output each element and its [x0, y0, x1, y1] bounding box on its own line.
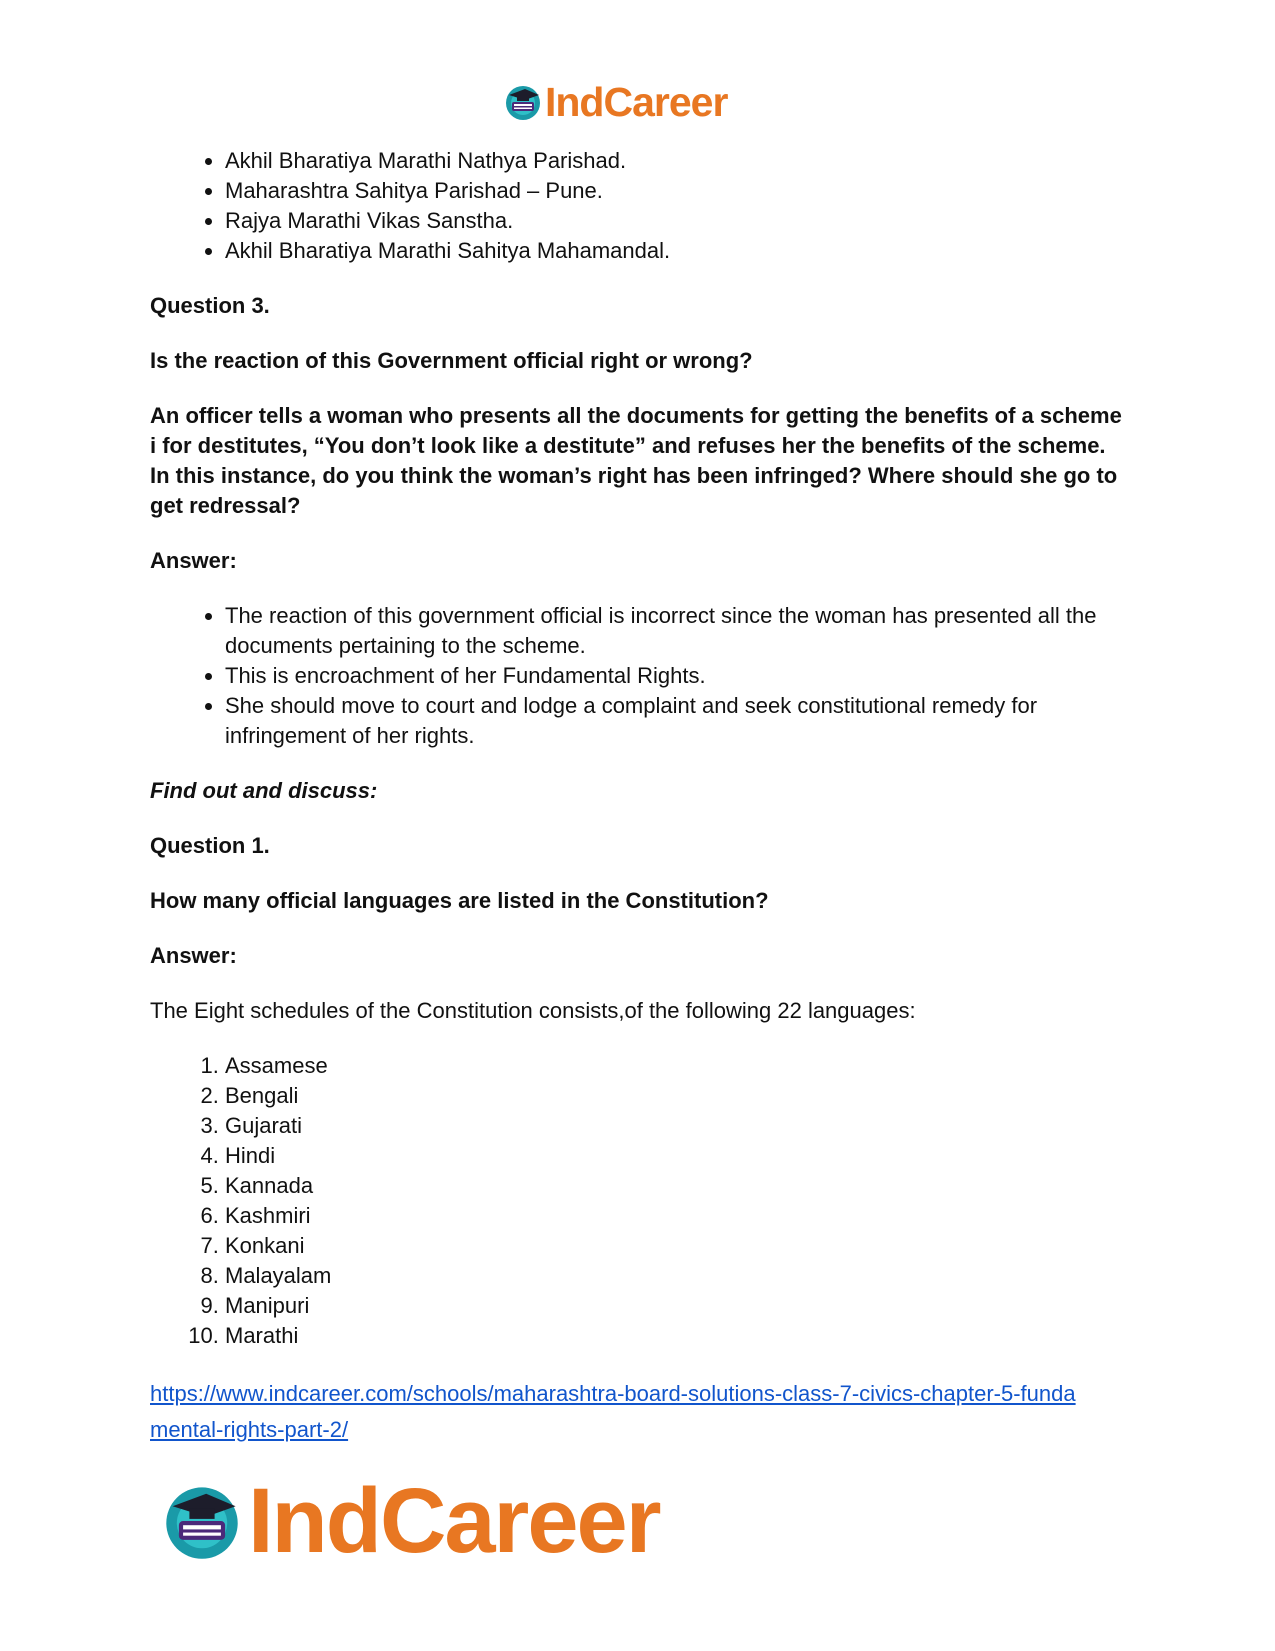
list-item: • This is encroachment of her Fundamental Rights. — [225, 661, 1130, 691]
answer-label: Answer: — [150, 548, 237, 573]
list-item: • Maharashtra Sahitya Parishad – Pune. — [225, 176, 1130, 206]
list-item: • Akhil Bharatiya Marathi Sahitya Mahamandal. — [225, 236, 1130, 266]
list-item: 5. Kannada — [225, 1171, 1130, 1201]
list-item: 8. Malayalam — [225, 1261, 1130, 1291]
question-1-heading: Question 1. — [150, 833, 270, 858]
question-3-answers — [150, 601, 1130, 751]
list-item: 6. Kashmiri — [225, 1201, 1130, 1231]
source-link-line-2: mental-rights-part-2/ — [150, 1417, 349, 1442]
list-item: 10. Marathi — [225, 1321, 1130, 1351]
graduation-cap-book-globe-icon — [503, 82, 543, 122]
footer-logo — [160, 1470, 660, 1572]
source-link[interactable] — [150, 1376, 1130, 1448]
document-body — [150, 146, 1130, 1448]
list-item: • Rajya Marathi Vikas Sanstha. — [225, 206, 1130, 236]
list-item: 4. Hindi — [225, 1141, 1130, 1171]
list-item: 9. Manipuri — [225, 1291, 1130, 1321]
organizations-list — [150, 146, 1130, 266]
question-3-body: An officer tells a woman who presents all the documents for getting the benefits of a scheme i for destitutes, “You don’t look like a destitute” and refuses her the benefits of the scheme. In this instance, do you think the woman’s right has been infringed? Where should she go to get redressal? — [150, 403, 1122, 518]
list-item: • She should move to court and lodge a complaint and seek constitutional remedy for infringement of her rights. — [225, 691, 1130, 751]
list-item: 7. Konkani — [225, 1231, 1130, 1261]
question-3-title: Is the reaction of this Government official right or wrong? — [150, 348, 753, 373]
list-item: 2. Bengali — [225, 1081, 1130, 1111]
graduation-cap-book-globe-icon — [160, 1479, 244, 1563]
list-item: • Akhil Bharatiya Marathi Nathya Parishad. — [225, 146, 1130, 176]
list-item: 3. Gujarati — [225, 1111, 1130, 1141]
answer-label: Answer: — [150, 943, 237, 968]
brand-wordmark: IndCareer — [248, 1470, 660, 1572]
languages-list — [150, 1051, 1130, 1351]
source-link-line-1: https://www.indcareer.com/schools/maharashtra-board-solutions-class-7-civics-chapter-5-funda — [150, 1381, 1076, 1406]
list-item: 1. Assamese — [225, 1051, 1130, 1081]
brand-wordmark: IndCareer — [545, 79, 728, 125]
find-out-heading: Find out and discuss: — [150, 778, 378, 803]
answer-intro: The Eight schedules of the Constitution consists,of the following 22 languages: — [150, 998, 916, 1023]
question-3-heading: Question 3. — [150, 293, 270, 318]
list-item: • The reaction of this government official is incorrect since the woman has presented all the documents pertaining to the scheme. — [225, 601, 1130, 661]
header-logo — [503, 78, 727, 126]
question-1-title: How many official languages are listed in the Constitution? — [150, 888, 769, 913]
